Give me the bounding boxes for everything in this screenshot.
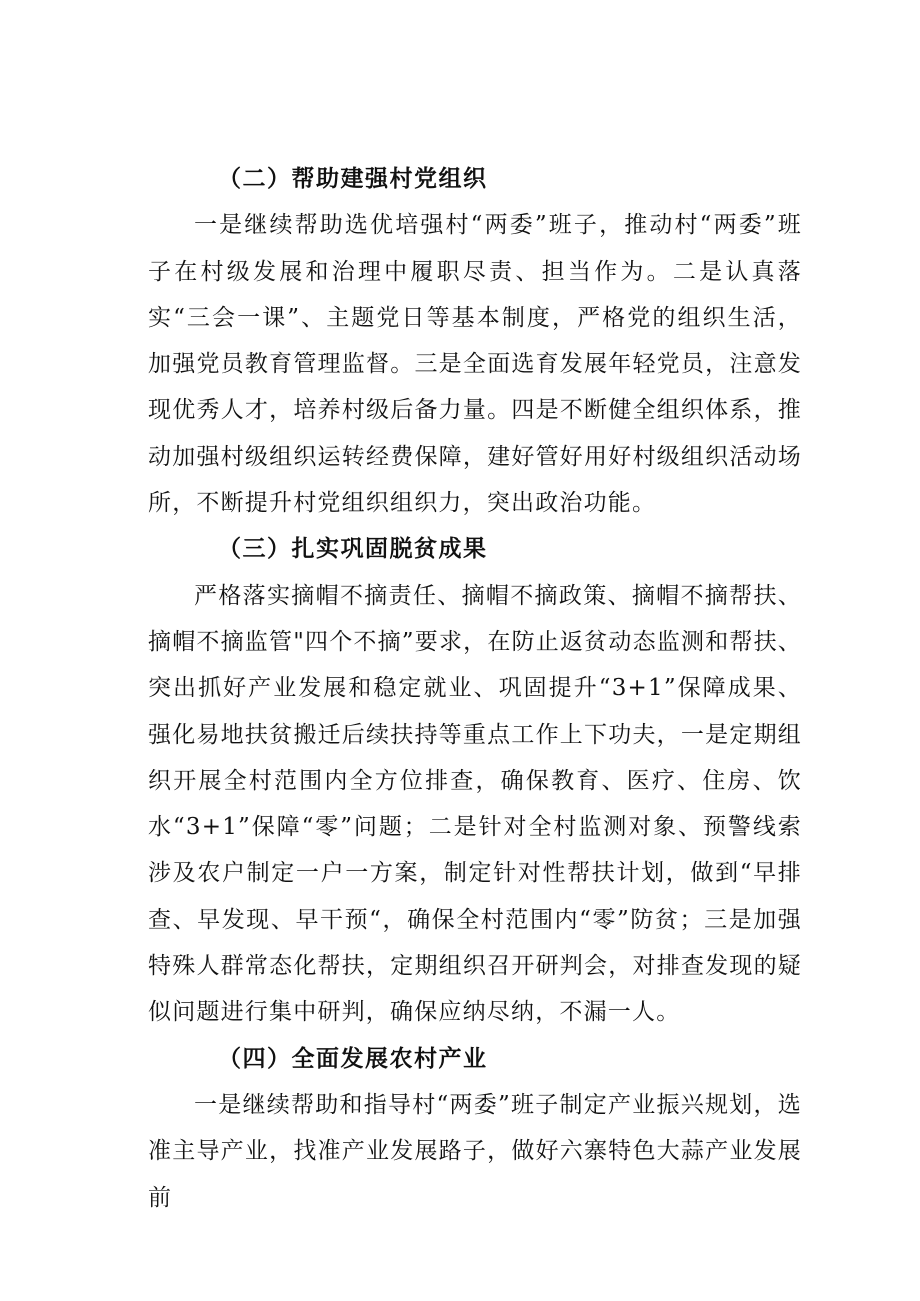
document-body xyxy=(148,156,802,1221)
section-party-organization xyxy=(148,156,802,526)
section-heading: （三）扎实巩固脱贫成果 xyxy=(218,536,488,563)
section-paragraph: 严格落实摘帽不摘责任、摘帽不摘政策、摘帽不摘帮扶、摘帽不摘监管"四个不摘”要求，在防止返贫动态监测和帮扶、突出抓好产业发展和稳定就业、巩固提升“3+1”保障成果、强化易地扶贫搬迁后续扶持等重点工作上下功夫，一是定期组织开展全村范围内全方位排查，确保教育、医疗、住房、饮水“3+1”保障“零”问题；二是针对全村监测对象、预警线索涉及农户制定一户一方案，制定针对性帮扶计划，做到“早排查、早发现、早干预“，确保全村范围内“零”防贫；三是加强特殊人群常态化帮扶，定期组织召开研判会，对排查发现的疑似问题进行集中研判，确保应纳尽纳，不漏一人。 xyxy=(148,582,802,1026)
section-rural-industry xyxy=(148,1036,802,1221)
section-paragraph: 一是继续帮助选优培强村“两委”班子，推动村“两委”班子在村级发展和治理中履职尽责、担当作为。二是认真落实“三会一课”、主题党日等基本制度，严格党的组织生活，加强党员教育管理监督。三是全面选育发展年轻党员，注意发现优秀人才，培养村级后备力量。四是不断健全组织体系，推动加强村级组织运转经费保障，建好管好用好村级组织活动场所，不断提升村党组织组织力，突出政治功能。 xyxy=(148,212,802,517)
section-heading: （四）全面发展农村产业 xyxy=(218,1045,488,1072)
section-paragraph: 一是继续帮助和指导村“两委”班子制定产业振兴规划，选准主导产业，找准产业发展路子，做好六寨特色大蒜产业发展前 xyxy=(148,1091,802,1211)
section-poverty-results xyxy=(148,526,802,1035)
section-heading: （二）帮助建强村党组织 xyxy=(218,166,488,192)
